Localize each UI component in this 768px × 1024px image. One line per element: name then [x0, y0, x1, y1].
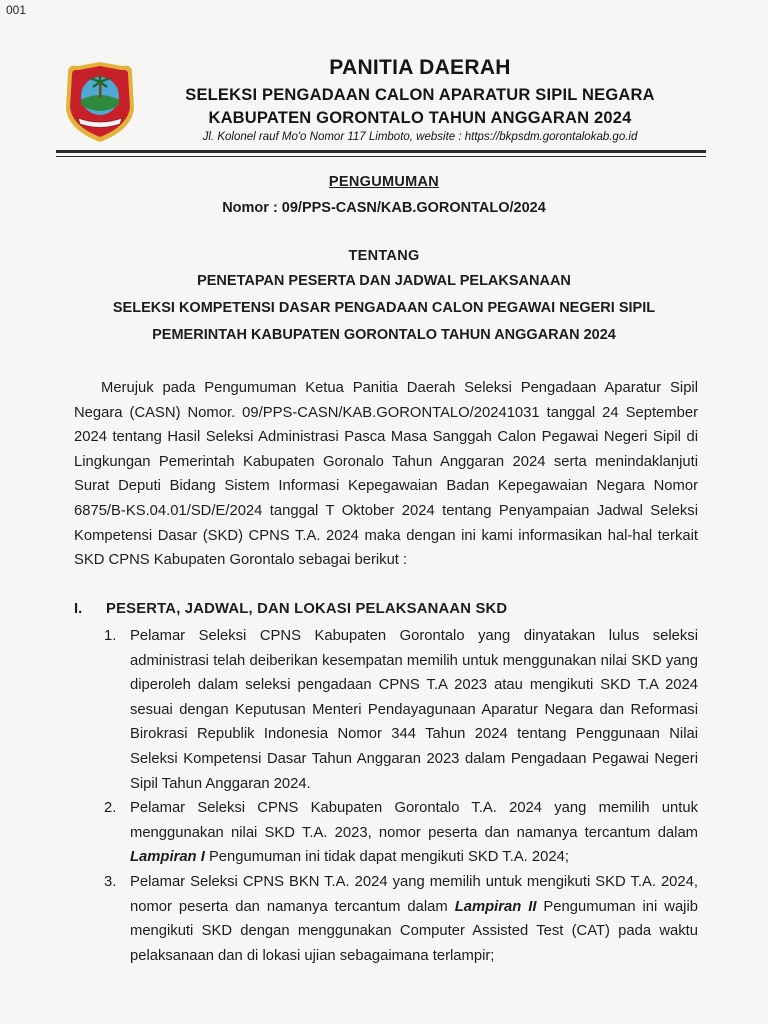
announcement-subject-line-1: PENETAPAN PESERTA DAN JADWAL PELAKSANAAN [197, 273, 571, 289]
page-number: 001 [6, 3, 27, 17]
intro-paragraph: Merujuk pada Pengumuman Ketua Panitia Daerah Seleksi Pengadaan Aparatur Sipil Negara (CASN) Nomor. 09/PPS-CASN/KAB.GORONTALO/20241031 tanggal 24 September 2024 tentang Hasil Seleksi Administrasi Pasca Masa Sanggah Calon Pegawai Negeri Sipil di Lingkungan Pemerintah Kabupaten Goronalo Tahun Anggaran 2024 serta menindaklanjuti Surat Deputi Bidang Sistem Informasi Kepegawaian Badan Kepegawaian Negara Nomor 6875/B-KS.04.01/SD/E/2024 tanggal T Oktober 2024 tentang Penyampaian Jadwal Seleksi Kompetensi Dasar (SKD) CPNS T.A. 2024 maka dengan ini kami informasikan hal-hal terkait SKD CPNS Kabupaten Gorontalo sebagai berikut : [74, 380, 698, 569]
list-item-number: 1. [104, 628, 117, 644]
announcement-title: PENGUMUMAN [328, 174, 440, 190]
section-number: I. [74, 601, 83, 617]
list-item-text-after: Pengumuman ini wajib mengikuti SKD dengan menggunakan Computer Assisted Test (CAT) pada waktu pelaksanaan dan di lokasi ujian sebagaimana terlampir; [130, 898, 698, 964]
list-item [104, 624, 698, 796]
announcement-subject-line-3: PEMERINTAH KABUPATEN GORONTALO TAHUN ANGGARAN 2024 [152, 327, 616, 343]
list-item-text [130, 870, 698, 968]
emblem-palm-trunk [99, 82, 102, 98]
list-item-text: Pelamar Seleksi CPNS Kabupaten Gorontalo yang dinyatakan lulus seleksi administrasi telah deiberikan kesempatan memilih untuk menggunakan nilai SKD yang diperoleh dalam seleksi pengadaan CPNS T.A 2023 atau mengikuti SKD T.A 2024 sesuai dengan Keputusan Menteri Pendayagunaan Aparatur Negara dan Reformasi Birokrasi Republik Indonesia Nomor 344 Tahun 2024 tentang Penggunaan Nilai Seleksi Kompetensi Dasar Tahun Anggaran 2023 dalam Pengadaan Pegawai Negeri Sipil Tahun Anggaran 2024. [130, 628, 698, 792]
list-item [104, 796, 698, 870]
list-item [104, 870, 698, 968]
coat-of-arms-icon [60, 60, 140, 144]
attachment-reference: Lampiran I [130, 849, 205, 866]
section-list [104, 624, 698, 968]
section-title: PESERTA, JADWAL, DAN LOKASI PELAKSANAAN SKD [106, 601, 508, 617]
header-address: Jl. Kolonel rauf Mo'o Nomor 117 Limboto, website : https://bkpsdm.gorontalokab.go.id [202, 131, 638, 143]
header-regency-year: KABUPATEN GORONTALO TAHUN ANGGARAN 2024 [208, 109, 632, 127]
announcement-about: TENTANG [348, 248, 420, 264]
list-item-text-before: Pelamar Seleksi CPNS BKN T.A. 2024 yang memilih untuk mengikuti SKD T.A. 2024, nomor peserta dan namanya tercantum dalam [130, 873, 698, 915]
list-item-number: 2. [104, 800, 117, 817]
header-divider-thick [56, 150, 706, 153]
list-item-text-before: Pelamar Seleksi CPNS Kabupaten Gorontalo T.A. 2024 yang memilih untuk menggunakan nilai SKD T.A. 2023, nomor peserta dan namanya tercantum dalam [130, 800, 698, 841]
header-selection-title: SELEKSI PENGADAAN CALON APARATUR SIPIL NEGARA [185, 86, 655, 104]
header-divider-thin [56, 156, 706, 157]
attachment-reference: Lampiran II [454, 898, 537, 915]
announcement-subject-line-2: SELEKSI KOMPETENSI DASAR PENGADAAN CALON PEGAWAI NEGERI SIPIL [112, 300, 656, 316]
announcement-number: Nomor : 09/PPS-CASN/KAB.GORONTALO/2024 [222, 200, 546, 216]
header-committee-name: PANITIA DAERAH [329, 56, 511, 79]
list-item-text [130, 796, 698, 870]
list-item-text-after: Pengumuman ini tidak dapat mengikuti SKD T.A. 2024; [204, 849, 569, 866]
list-item-number: 3. [104, 873, 117, 890]
